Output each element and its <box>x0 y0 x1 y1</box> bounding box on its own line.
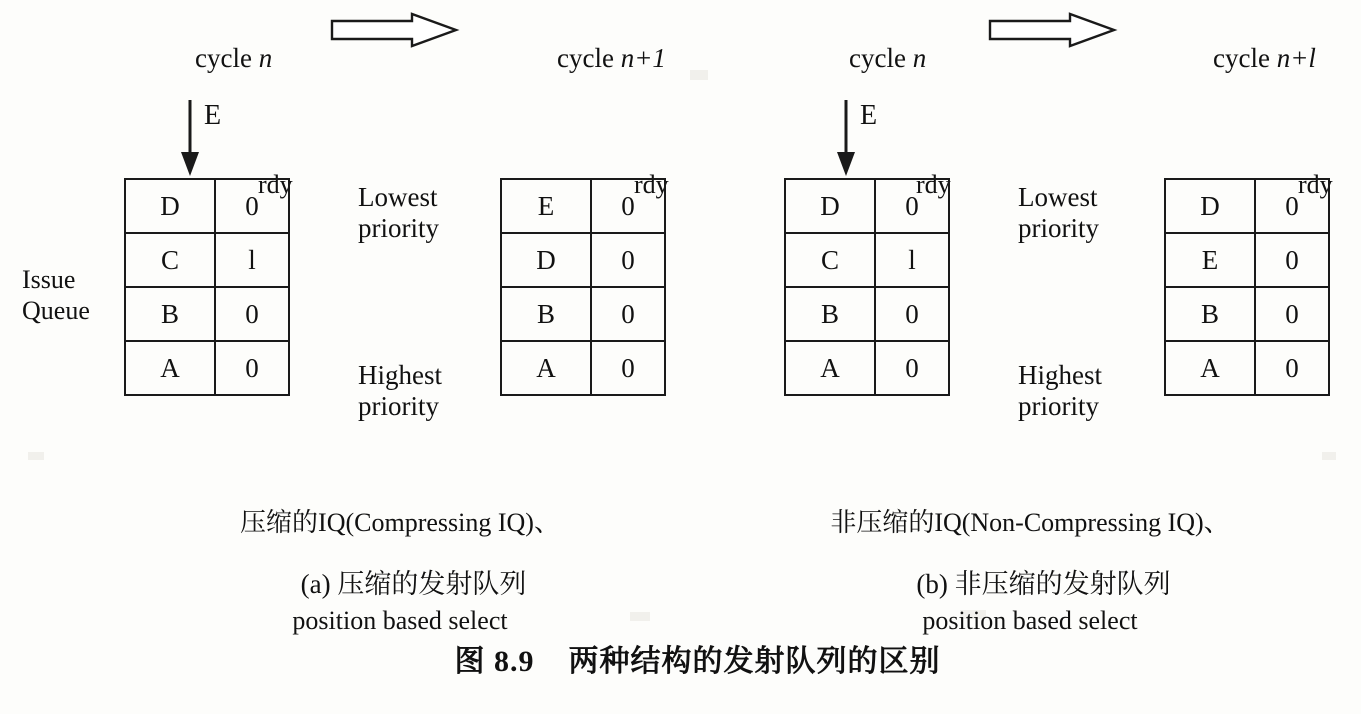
cell-rdy: 0 <box>1255 341 1329 395</box>
panel-b-before-table <box>784 178 950 396</box>
table-row <box>785 287 949 341</box>
cell-rdy: l <box>215 233 289 287</box>
scan-artifact <box>690 70 708 80</box>
panel-b-lowest-priority-label: Lowest priority <box>1018 182 1099 244</box>
cell-tag: C <box>125 233 215 287</box>
cell-rdy: 0 <box>215 287 289 341</box>
cell-tag: E <box>1165 233 1255 287</box>
cell-rdy: 0 <box>591 287 665 341</box>
table-row <box>501 179 665 233</box>
table-row <box>785 233 949 287</box>
panel-a-lowest-priority-label: Lowest priority <box>358 182 439 244</box>
cell-rdy: 0 <box>1255 179 1329 233</box>
panel-a-caption: (a) 压缩的发射队列 <box>300 569 527 600</box>
cell-tag: D <box>125 179 215 233</box>
panel-b-cycle-before-label: cycle n <box>849 43 927 74</box>
panel-a-insert-arrow-icon <box>172 100 208 178</box>
cell-tag: A <box>125 341 215 395</box>
cell-tag: D <box>501 233 591 287</box>
panel-b-input-tag-label: E <box>860 100 878 132</box>
cell-tag: B <box>785 287 875 341</box>
cell-tag: A <box>501 341 591 395</box>
cell-rdy: 0 <box>215 179 289 233</box>
cell-rdy: 0 <box>591 233 665 287</box>
panel-a-after-table <box>500 178 666 396</box>
cell-tag: B <box>501 287 591 341</box>
table-row <box>125 341 289 395</box>
table-row <box>501 287 665 341</box>
table-row <box>1165 341 1329 395</box>
table-row <box>785 341 949 395</box>
cell-rdy: l <box>875 233 949 287</box>
panel-b-cycle-after-label: cycle n+l <box>1213 43 1316 74</box>
panel-a-highest-priority-label: Highest priority <box>358 360 442 422</box>
panel-b-before-rdy-header: rdy <box>916 169 951 199</box>
panel-a-issue-queue-label: Issue Queue <box>22 265 90 326</box>
cell-tag: A <box>785 341 875 395</box>
table-row <box>1165 179 1329 233</box>
table-row <box>501 341 665 395</box>
cell-tag: D <box>785 179 875 233</box>
cell-tag: E <box>501 179 591 233</box>
table-row <box>785 179 949 233</box>
cell-tag: B <box>125 287 215 341</box>
panel-a-note-line1: 压缩的IQ(Compressing IQ)、 <box>240 508 560 537</box>
figure-title: 图 8.9 两种结构的发射队列的区别 <box>454 644 941 678</box>
scan-artifact <box>28 452 44 460</box>
panel-a-after-rdy-header: rdy <box>634 169 669 199</box>
panel-a-cycle-before-label: cycle n <box>195 43 273 74</box>
panel-b-after-table <box>1164 178 1330 396</box>
panel-a-cycle-after-label: cycle n+1 <box>557 43 666 74</box>
table-row <box>1165 233 1329 287</box>
cell-rdy: 0 <box>875 179 949 233</box>
cell-rdy: 0 <box>875 341 949 395</box>
panel-a-transition-arrow-icon <box>330 12 460 48</box>
panel-b-highest-priority-label: Highest priority <box>1018 360 1102 422</box>
table-row <box>501 233 665 287</box>
table-row <box>125 179 289 233</box>
panel-a-before-table <box>124 178 290 396</box>
cell-rdy: 0 <box>875 287 949 341</box>
cell-rdy: 0 <box>215 341 289 395</box>
panel-a-note-line2: position based select <box>292 605 508 635</box>
panel-b-caption: (b) 非压缩的发射队列 <box>916 569 1171 600</box>
panel-a-before-rdy-header: rdy <box>258 169 293 199</box>
panel-b-insert-arrow-icon <box>828 100 864 178</box>
table-row <box>1165 287 1329 341</box>
cell-rdy: 0 <box>1255 233 1329 287</box>
cell-tag: A <box>1165 341 1255 395</box>
cell-rdy: 0 <box>591 341 665 395</box>
panel-a-input-tag-label: E <box>204 100 222 132</box>
panel-b-after-rdy-header: rdy <box>1298 169 1333 199</box>
table-row <box>125 287 289 341</box>
cell-rdy: 0 <box>591 179 665 233</box>
cell-tag: B <box>1165 287 1255 341</box>
panel-b-note-line2: position based select <box>922 605 1138 635</box>
cell-rdy: 0 <box>1255 287 1329 341</box>
table-row <box>125 233 289 287</box>
panel-b-transition-arrow-icon <box>988 12 1118 48</box>
cell-tag: D <box>1165 179 1255 233</box>
cell-tag: C <box>785 233 875 287</box>
panel-b-note-line1: 非压缩的IQ(Non-Compressing IQ)、 <box>830 508 1230 537</box>
